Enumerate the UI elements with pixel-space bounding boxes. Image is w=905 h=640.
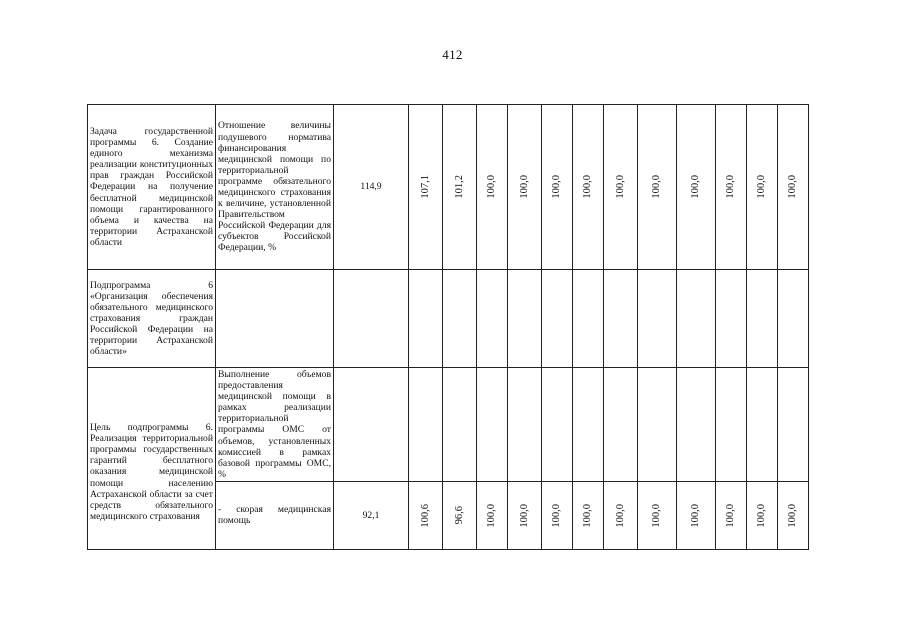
value-cell [573,368,604,482]
value-cell [638,368,677,482]
value-text: 100,0 [690,503,702,528]
value-cell [716,105,747,270]
value-cell [542,481,573,549]
value-cell [604,368,638,482]
indicators-table [87,104,809,550]
value-text: 100,0 [582,503,594,528]
value-cell [716,368,747,482]
row-label: Цель подпрограммы 6. Реализация территориальной программы государственных гарантий бесплатного оказания медицинской помощи населению Астраханской области за счет средств обязательного медицинского страхования [90,422,213,522]
base-value [334,270,409,368]
value-cell [747,481,778,549]
indicator-cell [216,481,334,549]
value-text: 100,0 [756,175,768,199]
indicator-cell [216,368,334,482]
value-cell [677,481,716,549]
value-cell [604,481,638,549]
value-cell [677,105,716,270]
value-cell [677,368,716,482]
value-text: 100,0 [725,503,737,528]
value-cell [508,481,542,549]
value-cell [677,270,716,368]
value-cell [542,105,573,270]
value-cell [573,105,604,270]
value-text: 100,0 [551,175,563,199]
value-text: 100,0 [756,503,768,528]
row-label-cell [88,368,216,550]
table-row [88,270,809,368]
value-text: 100,0 [690,175,702,199]
value-cell [716,270,747,368]
value-cell [477,368,508,482]
value-text: 100,0 [486,503,498,528]
value-cell [604,105,638,270]
indicator-text: - скорая медицинская помощь [218,504,331,527]
value-text: 100,6 [419,503,431,528]
value-cell [508,105,542,270]
table-row [88,105,809,270]
base-value: 114,9 [334,105,409,270]
value-cell [508,368,542,482]
value-cell [409,270,443,368]
value-cell [477,105,508,270]
value-text: 96,6 [453,506,465,525]
value-cell [638,481,677,549]
value-cell [778,270,809,368]
indicator-cell [216,270,334,368]
row-label: Подпрограмма 6 «Организация обеспечения обязательного медицинского страхования граждан Российской Федерации на территории Астраханской области» [90,279,213,358]
page-number: 412 [442,47,463,62]
value-cell [716,481,747,549]
value-cell [778,105,809,270]
value-cell [409,368,443,482]
value-text: 100,0 [651,503,663,528]
value-text: 107,1 [419,175,431,199]
value-text: 100,0 [725,175,737,199]
indicator-text: Выполнение объемов предоставления медицинской помощи в рамках реализации территориальной программы ОМС от объемов, установленных комиссией в рамках базовой программы ОМС, % [218,369,331,480]
value-cell [573,270,604,368]
value-cell [747,270,778,368]
value-cell [573,481,604,549]
value-text: 100,0 [582,175,594,199]
value-cell [477,270,508,368]
value-text: 100,0 [651,175,663,199]
base-value: 92,1 [334,481,409,549]
row-label-cell [88,105,216,270]
table-row [88,368,809,482]
value-cell [747,105,778,270]
value-text: 100,0 [787,175,799,199]
value-cell [778,481,809,549]
value-cell [443,368,477,482]
value-cell [409,105,443,270]
value-cell [443,481,477,549]
value-cell [638,105,677,270]
value-cell [508,270,542,368]
indicator-text: Отношение величины подушевого норматива финансирования медицинской помощи по территориальной программе обязательного медицинского страхования к величине, установленной Правительством Российской Федерации для субъектов Российской Федерации, % [218,120,331,254]
value-text: 100,0 [486,175,498,199]
base-value [334,368,409,482]
value-cell [409,481,443,549]
row-label-cell [88,270,216,368]
value-cell [604,270,638,368]
value-text: 100,0 [614,175,626,199]
value-cell [443,105,477,270]
value-cell [477,481,508,549]
value-text: 100,0 [551,503,563,528]
value-text: 100,0 [787,503,799,528]
value-cell [747,368,778,482]
value-cell [778,368,809,482]
value-cell [542,368,573,482]
value-cell [443,270,477,368]
value-text: 100,0 [518,175,530,199]
indicator-cell [216,105,334,270]
value-cell [542,270,573,368]
value-text: 100,0 [518,503,530,528]
row-label: Задача государственной программы 6. Создание единого механизма реализации конституционных прав граждан Российской Федерации на получение бесплатной медицинской помощи гарантированного объема и качества на территории Астраханской области [90,125,213,248]
value-text: 100,0 [614,503,626,528]
value-cell [638,270,677,368]
value-text: 101,2 [453,175,465,199]
